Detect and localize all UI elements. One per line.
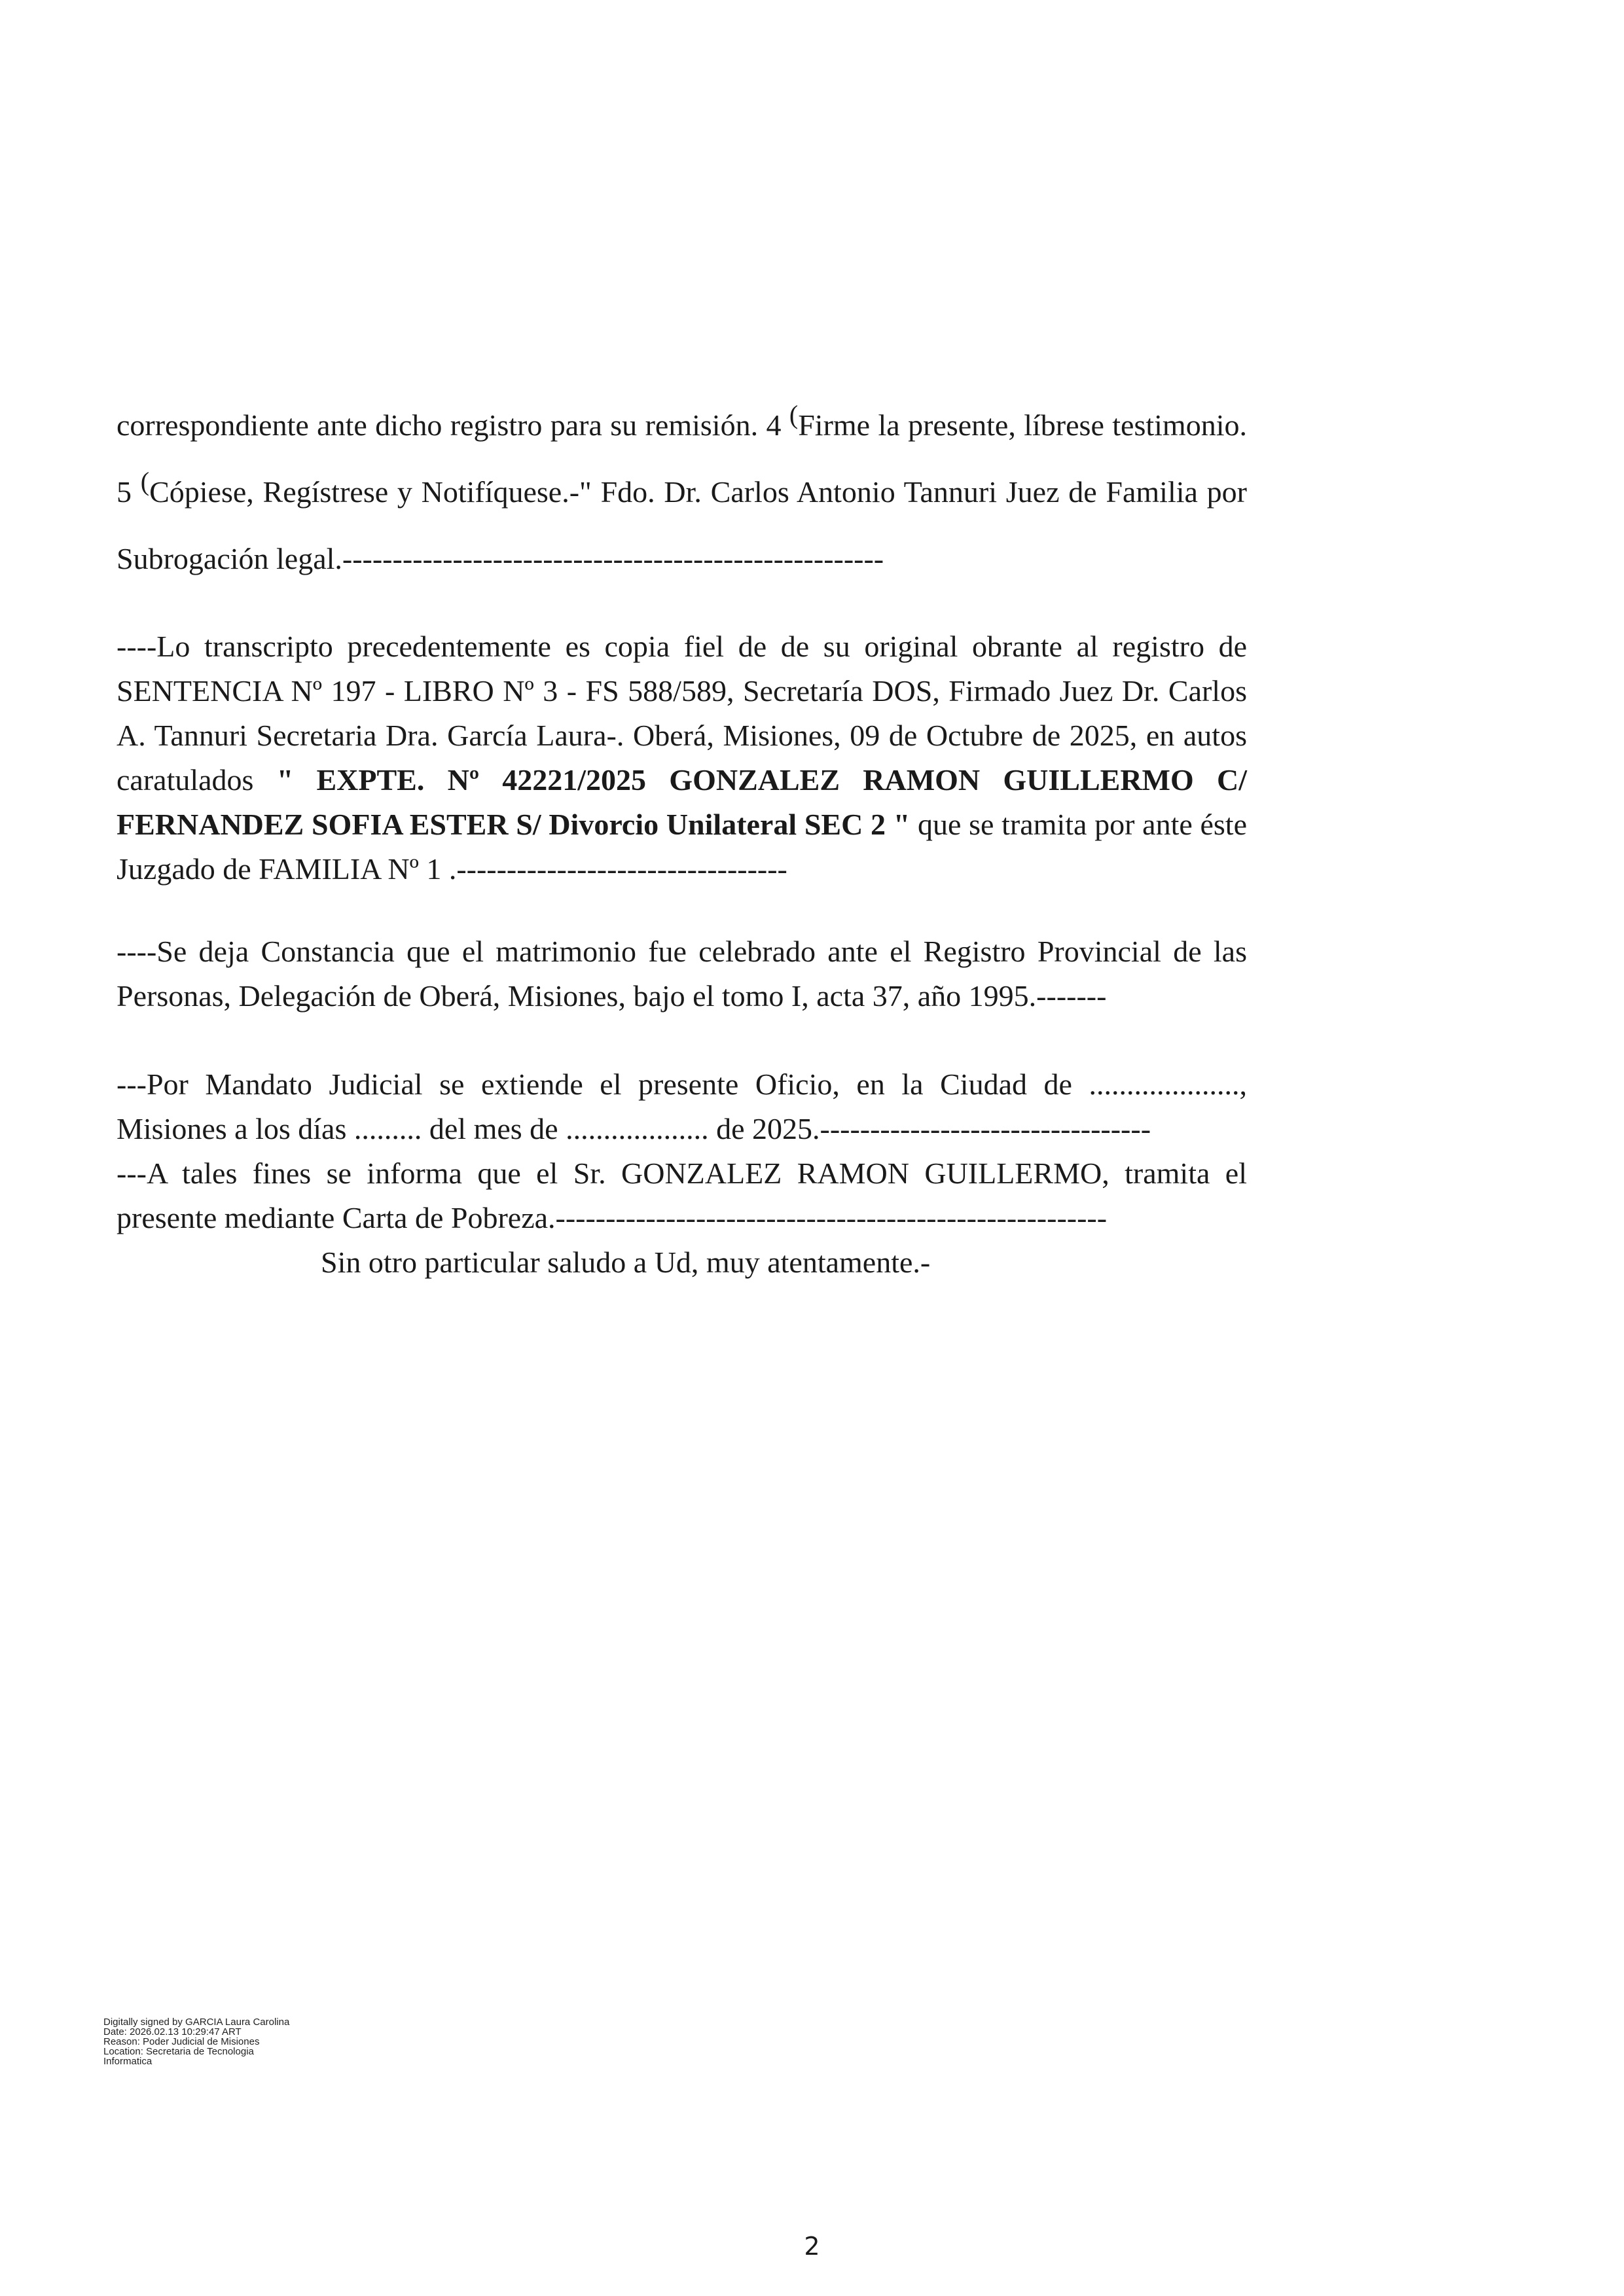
- paragraph-text: ----Lo transcripto precedentemente es copia fiel de de su original obrante al registro de SENTENCIA Nº 197 - LIBRO Nº 3 - FS 588/589, Secretaría DOS, Firmado Juez Dr. Carlos A. Tannuri Secretaria Dra. García Laura-. Oberá, Misiones, 09 de Octubre de 2025, en autos caratulados: [117, 630, 1247, 797]
- superscript-mark: (: [789, 400, 799, 429]
- paragraph-judicial-mandate: [117, 1062, 1247, 1240]
- closing-salutation: Sin otro particular saludo a Ud, muy atentamente.-: [321, 1246, 931, 1279]
- signature-location: Location: Secretaria de Tecnologia: [103, 2046, 254, 2057]
- paragraph-transcription: [117, 624, 1247, 891]
- mandate-text: ---Por Mandato Judicial se extiende el presente Oficio, en la Ciudad de ...................., Misiones a los días ......... del mes de ................... de 2025.---------------------------------: [117, 1067, 1247, 1145]
- superscript-mark: (: [140, 467, 150, 496]
- page-number: 2: [804, 2232, 820, 2261]
- paragraph-marriage-record: ----Se deja Constancia que el matrimonio fue celebrado ante el Registro Provincial de las Personas, Delegación de Oberá, Misiones, bajo el tomo I, acta 37, año 1995.-------: [117, 935, 1247, 1013]
- digital-signature-block: [103, 2017, 365, 2066]
- paragraph-text: Firme la presente, líbrese testimonio. 5: [117, 408, 1247, 509]
- signature-location-cont: Informatica: [103, 2056, 153, 2067]
- paragraph-text: correspondiente ante dicho registro para su remisión. 4: [117, 408, 789, 442]
- signature-signer: Digitally signed by GARCIA Laura Carolina: [103, 2017, 290, 2028]
- paragraph-text: Cópiese, Regístrese y Notifíquese.-" Fdo. Dr. Carlos Antonio Tannuri Juez de Familia por Subrogación legal.------------------------------------------------------: [117, 475, 1248, 575]
- case-title: " EXPTE. Nº 42221/2025 GONZALEZ RAMON GUILLERMO C/ FERNANDEZ SOFIA ESTER S/ Divorcio Unilateral SEC 2 ": [117, 763, 1247, 841]
- paragraph-text: que se tramita por ante éste Juzgado de FAMILIA Nº 1 .---------------------------------: [117, 808, 1247, 886]
- paragraph-resolution-end: [117, 393, 1247, 592]
- poverty-certificate-text: ---A tales fines se informa que el Sr. GONZALEZ RAMON GUILLERMO, tramita el presente mediante Carta de Pobreza.-------------------------------------------------------: [117, 1157, 1247, 1234]
- signature-date: Date: 2026.02.13 10:29:47 ART: [103, 2026, 242, 2037]
- signature-reason: Reason: Poder Judicial de Misiones: [103, 2036, 260, 2047]
